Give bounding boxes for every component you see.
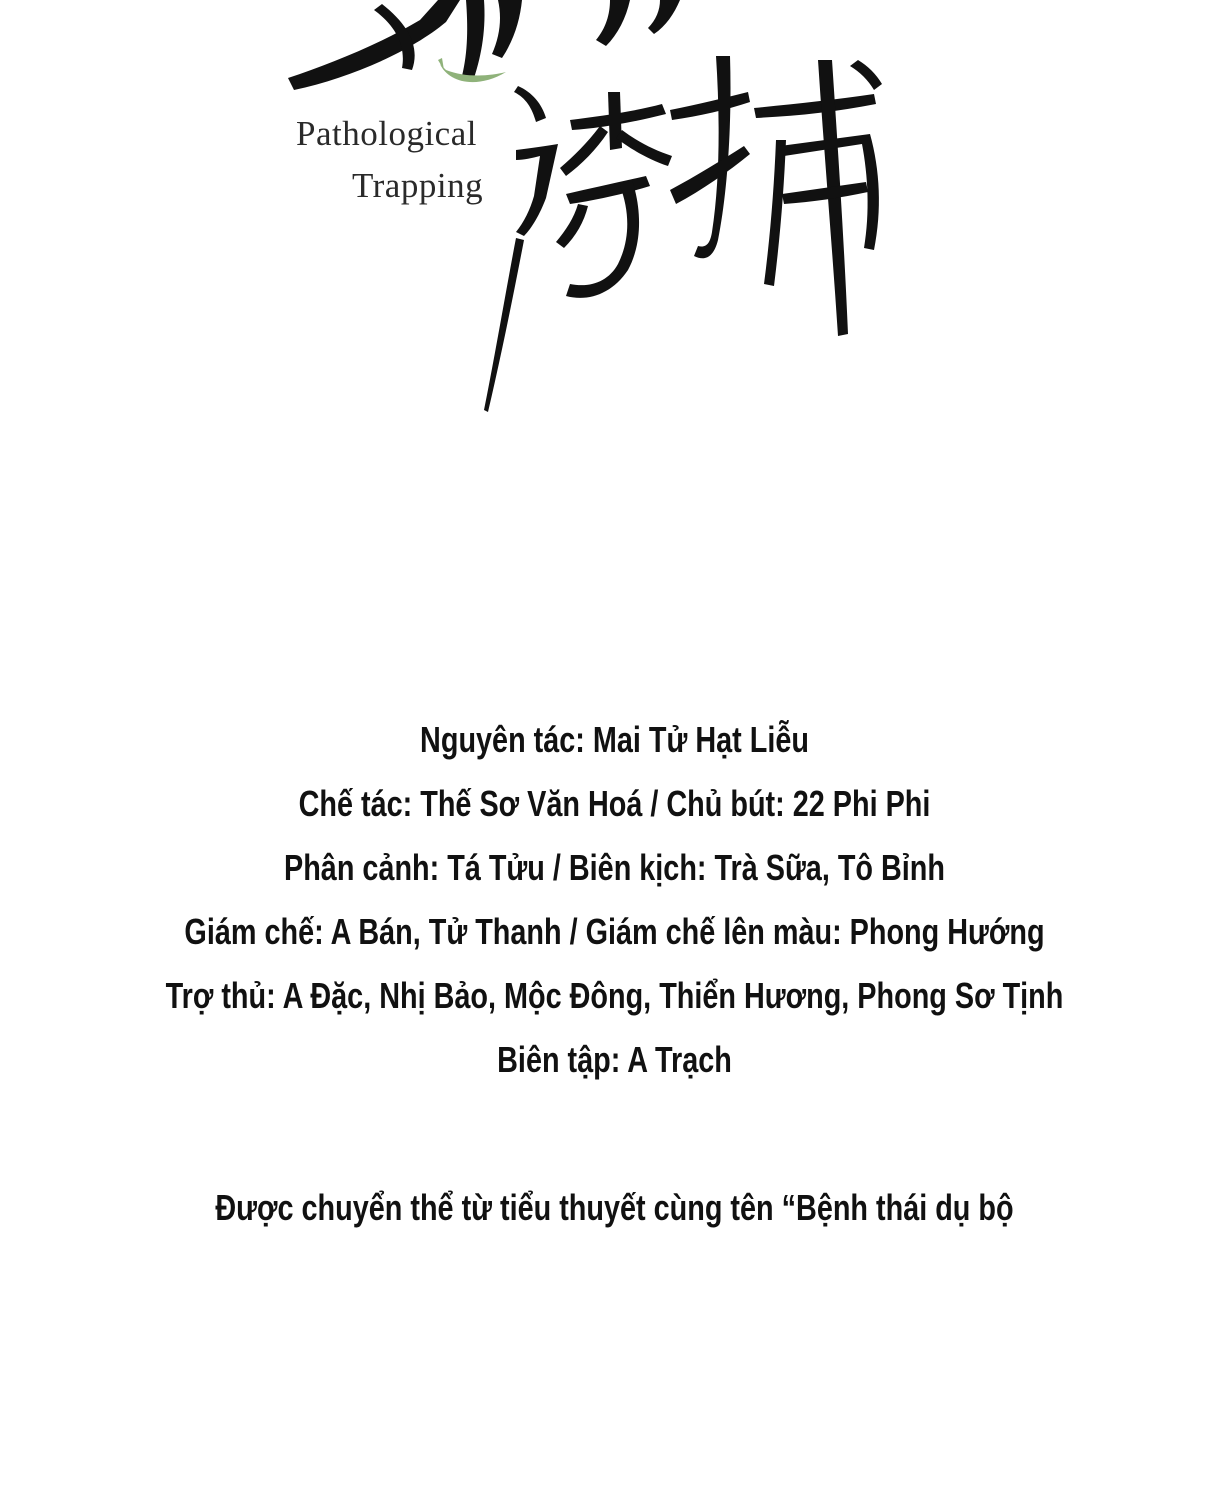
credits-block xyxy=(0,708,1229,1092)
credit-production: Chế tác: Thế Sơ Văn Hoá / Chủ bút: 22 Phi Phi xyxy=(298,783,931,824)
calligraphy-title-graphic xyxy=(270,0,950,420)
credit-supervisors: Giám chế: A Bán, Tử Thanh / Giám chế lên màu: Phong Hướng xyxy=(184,911,1045,952)
english-title-line-2: Trapping xyxy=(352,166,484,205)
credit-original-author: Nguyên tác: Mai Tử Hạt Liễu xyxy=(420,719,809,760)
adaptation-note: Được chuyển thể từ tiểu thuyết cùng tên “Bệnh thái dụ bộ xyxy=(215,1187,1014,1228)
credit-storyboard: Phân cảnh: Tá Tửu / Biên kịch: Trà Sữa, Tô Bỉnh xyxy=(284,847,945,888)
english-title-line-1: Pathological xyxy=(296,114,477,153)
credit-editor: Biên tập: A Trạch xyxy=(497,1039,732,1080)
credit-assistants: Trợ thủ: A Đặc, Nhị Bảo, Mộc Đông, Thiển Hương, Phong Sơ Tịnh xyxy=(165,975,1064,1016)
title-logo xyxy=(270,0,950,420)
